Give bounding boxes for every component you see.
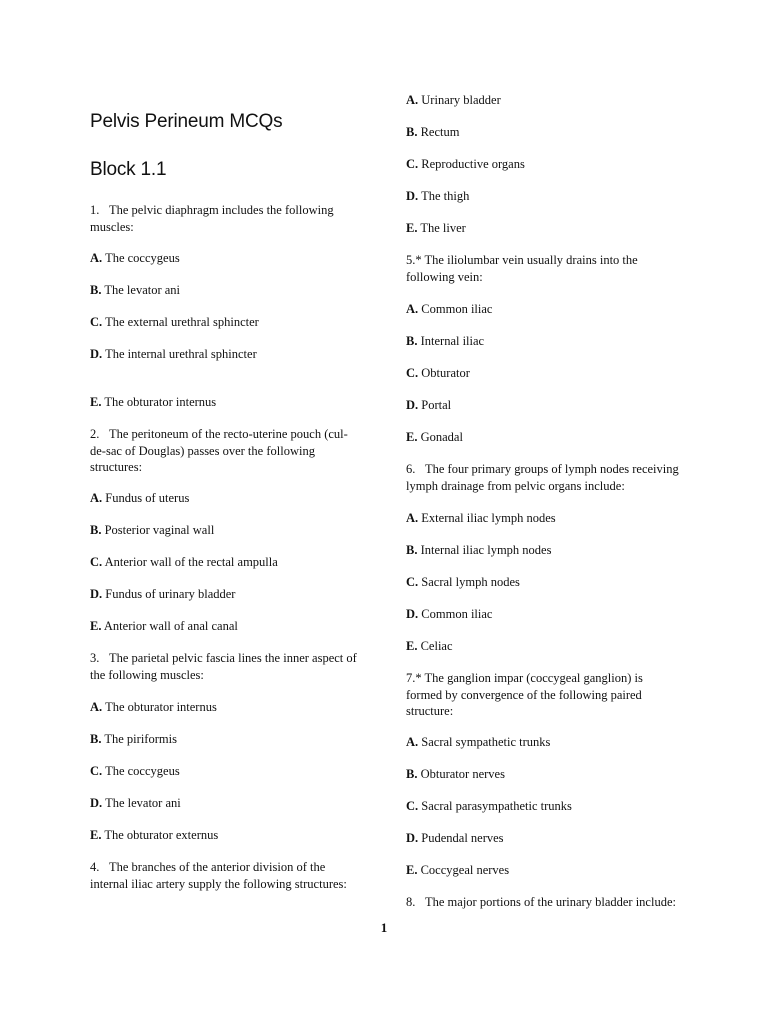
option-text: The obturator internus — [105, 700, 217, 714]
question-text: The four primary groups of lymph nodes receiving lymph drainage from pelvic organs include: — [406, 462, 679, 493]
option-7e — [406, 862, 509, 878]
option-letter: D. — [90, 587, 103, 601]
option-6b — [406, 542, 551, 558]
question-number: 4. — [90, 860, 100, 874]
question-text: The peritoneum of the recto-uterine pouch (cul-de-sac of Douglas) passes over the following structures: — [90, 427, 348, 474]
question-6 — [406, 461, 691, 494]
option-1b — [90, 282, 180, 298]
option-text: Common iliac — [421, 302, 493, 316]
option-letter: E. — [406, 639, 418, 653]
option-text: Urinary bladder — [421, 93, 501, 107]
option-text: Gonadal — [420, 430, 463, 444]
option-2d — [90, 586, 235, 602]
page-number: 1 — [380, 920, 388, 935]
option-letter: B. — [406, 125, 418, 139]
option-letter: E. — [406, 863, 418, 877]
question-2 — [90, 426, 352, 476]
option-letter: A. — [90, 700, 103, 714]
option-text: External iliac lymph nodes — [421, 511, 556, 525]
option-text: The liver — [420, 221, 466, 235]
option-6a — [406, 510, 556, 526]
option-text: Coccygeal nerves — [420, 863, 510, 877]
option-letter: D. — [406, 398, 419, 412]
option-7c — [406, 798, 572, 814]
option-text: Sacral parasympathetic trunks — [421, 799, 572, 813]
question-text: The iliolumbar vein usually drains into the following vein: — [406, 253, 638, 284]
option-text: Common iliac — [421, 607, 493, 621]
option-5a — [406, 301, 492, 317]
option-letter: E. — [90, 395, 102, 409]
option-letter: E. — [90, 619, 102, 633]
question-text: The parietal pelvic fascia lines the inner aspect of the following muscles: — [90, 651, 357, 682]
option-1a — [90, 250, 180, 266]
option-text: Pudendal nerves — [421, 831, 504, 845]
option-letter: D. — [90, 347, 103, 361]
question-number: 6. — [406, 462, 416, 476]
option-5e — [406, 429, 463, 445]
block-heading: Block 1.1 — [90, 159, 167, 180]
option-7d — [406, 830, 504, 846]
option-6c — [406, 574, 520, 590]
question-number: 2. — [90, 427, 100, 441]
option-2a — [90, 490, 189, 506]
option-4d — [406, 188, 469, 204]
option-text: The external urethral sphincter — [105, 315, 259, 329]
option-text: Posterior vaginal wall — [104, 523, 215, 537]
option-text: Reproductive organs — [421, 157, 525, 171]
question-8 — [406, 894, 696, 911]
option-text: Sacral sympathetic trunks — [421, 735, 551, 749]
option-3d — [90, 795, 181, 811]
option-6d — [406, 606, 492, 622]
option-letter: E. — [90, 828, 102, 842]
option-letter: D. — [90, 796, 103, 810]
document-title: Pelvis Perineum MCQs — [90, 111, 283, 132]
option-3a — [90, 699, 217, 715]
option-letter: B. — [406, 767, 418, 781]
option-text: Internal iliac lymph nodes — [420, 543, 552, 557]
option-text: Fundus of uterus — [105, 491, 190, 505]
option-3b — [90, 731, 177, 747]
option-letter: C. — [90, 555, 103, 569]
option-text: Anterior wall of the rectal ampulla — [104, 555, 278, 569]
option-letter: B. — [406, 334, 418, 348]
option-letter: B. — [90, 523, 102, 537]
option-text: Fundus of urinary bladder — [105, 587, 236, 601]
option-text: Celiac — [420, 639, 453, 653]
option-5d — [406, 397, 451, 413]
question-text: The pelvic diaphragm includes the following muscles: — [90, 203, 334, 234]
question-1 — [90, 202, 352, 235]
question-number: 8. — [406, 895, 416, 909]
option-letter: E. — [406, 221, 418, 235]
question-text: The branches of the anterior division of the internal iliac artery supply the following structures: — [90, 860, 347, 891]
option-1e — [90, 394, 216, 410]
option-5c — [406, 365, 470, 381]
option-3c — [90, 763, 180, 779]
option-letter: C. — [90, 764, 103, 778]
question-text: The major portions of the urinary bladder include: — [425, 895, 676, 909]
option-1c — [90, 314, 259, 330]
option-letter: A. — [406, 93, 419, 107]
option-text: Internal iliac — [420, 334, 485, 348]
option-letter: B. — [406, 543, 418, 557]
option-text: The levator ani — [105, 796, 181, 810]
option-text: The obturator internus — [104, 395, 217, 409]
option-letter: C. — [90, 315, 103, 329]
question-number: 3. — [90, 651, 100, 665]
option-6e — [406, 638, 453, 654]
question-4 — [90, 859, 352, 892]
option-text: The obturator externus — [104, 828, 219, 842]
option-letter: A. — [90, 491, 103, 505]
option-text: The levator ani — [104, 283, 181, 297]
question-number: 7.* — [406, 671, 422, 685]
option-text: The thigh — [421, 189, 470, 203]
option-letter: B. — [90, 283, 102, 297]
option-text: Sacral lymph nodes — [421, 575, 520, 589]
option-letter: C. — [406, 799, 419, 813]
option-4a — [406, 92, 501, 108]
question-3 — [90, 650, 365, 683]
option-letter: D. — [406, 831, 419, 845]
option-letter: D. — [406, 607, 419, 621]
option-text: Anterior wall of anal canal — [103, 619, 238, 633]
option-4e — [406, 220, 466, 236]
option-letter: D. — [406, 189, 419, 203]
option-2b — [90, 522, 214, 538]
option-7b — [406, 766, 505, 782]
option-letter: B. — [90, 732, 102, 746]
option-text: The internal urethral sphincter — [105, 347, 257, 361]
question-number: 1. — [90, 203, 100, 217]
option-letter: E. — [406, 430, 418, 444]
option-text: The coccygeus — [105, 251, 180, 265]
option-2e — [90, 618, 238, 634]
option-4c — [406, 156, 525, 172]
option-text: Obturator — [421, 366, 470, 380]
option-4b — [406, 124, 459, 140]
question-number: 5.* — [406, 253, 422, 267]
option-letter: A. — [406, 511, 419, 525]
option-letter: A. — [406, 302, 419, 316]
question-5 — [406, 252, 656, 285]
option-5b — [406, 333, 484, 349]
option-text: Rectum — [420, 125, 460, 139]
option-letter: A. — [90, 251, 103, 265]
option-1d — [90, 346, 257, 362]
option-7a — [406, 734, 550, 750]
option-text: The coccygeus — [105, 764, 180, 778]
question-text: The ganglion impar (coccygeal ganglion) is formed by convergence of the following paired structure: — [406, 671, 643, 718]
option-letter: C. — [406, 157, 419, 171]
question-7 — [406, 670, 656, 720]
option-text: The piriformis — [104, 732, 177, 746]
option-2c — [90, 554, 278, 570]
option-3e — [90, 827, 218, 843]
option-letter: C. — [406, 575, 419, 589]
option-letter: C. — [406, 366, 419, 380]
option-text: Portal — [421, 398, 452, 412]
option-letter: A. — [406, 735, 419, 749]
option-text: Obturator nerves — [420, 767, 505, 781]
